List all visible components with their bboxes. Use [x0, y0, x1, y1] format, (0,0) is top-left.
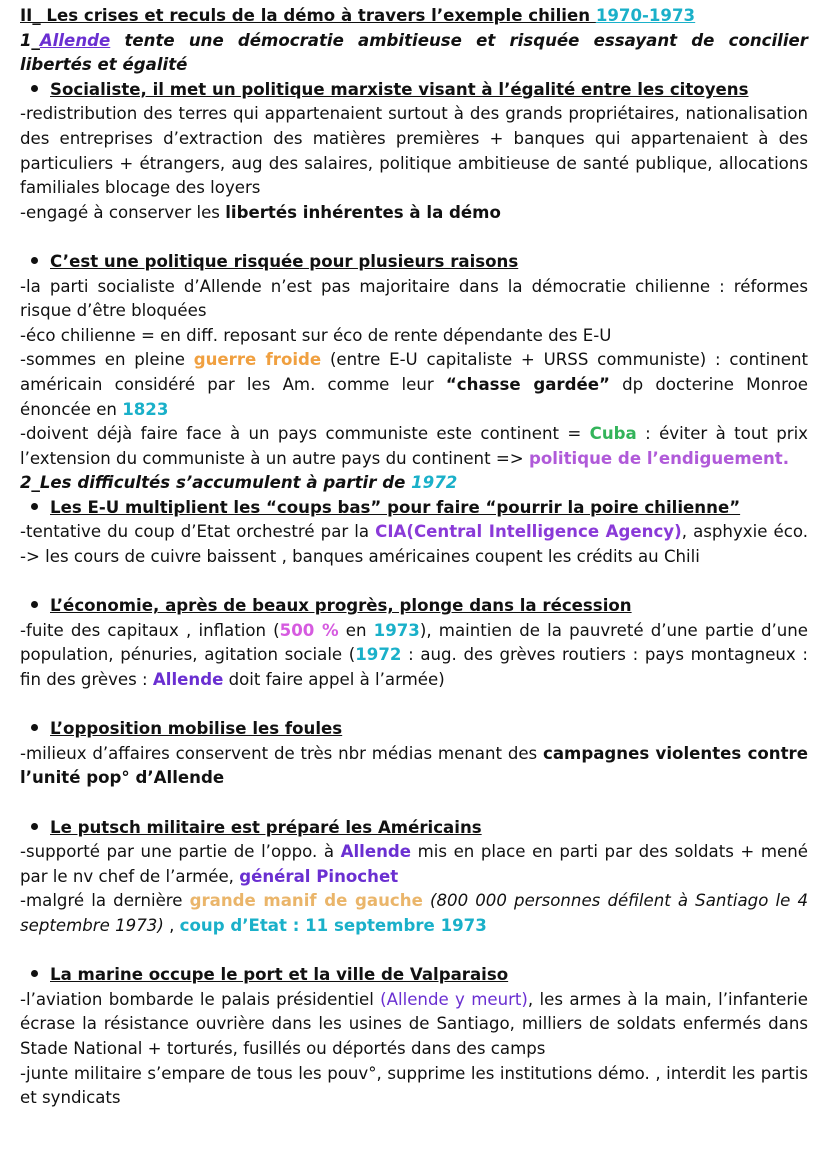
text-segment: tente une démocratie ambitieuse et risquée essayant de concilier libertés et égalité — [20, 30, 808, 75]
highlighted-text: grande manif de gauche — [189, 891, 423, 911]
text-segment: mis en place en parti par des soldats + mené par le nv chef de l’armée, — [20, 842, 808, 886]
text-segment: dp docterine Monroe énoncée en — [20, 374, 808, 419]
paragraph — [20, 889, 808, 938]
paragraph — [20, 520, 808, 569]
paragraph — [20, 348, 808, 422]
bullet-heading — [20, 594, 808, 619]
paragraph — [20, 422, 808, 471]
text-segment: ), maintien de la pauvreté d’une partie d’une population, pénuries, agitation sociale ( — [20, 620, 808, 665]
highlighted-text: 1972 — [411, 473, 458, 493]
spacer — [20, 570, 808, 595]
paragraph — [20, 619, 808, 693]
text-segment: -la parti socialiste d’Allende n’est pas majoritaire dans la démocratie chilienne : réformes risque d’être bloquées — [20, 276, 808, 321]
text-segment: , les armes à la main, l’infanterie écrase la résistance ouvrière dans les usines de Santiago, milliers de soldats enfermés dans Stade National + torturés, fusillés ou déportés dans des camps — [20, 989, 808, 1058]
bullet-dot-icon — [31, 503, 38, 510]
subsection-heading — [20, 29, 808, 78]
text-segment: -malgré la dernière — [20, 891, 190, 911]
document-page — [20, 4, 808, 1111]
highlighted-text: guerre froide — [193, 350, 322, 370]
text-segment: L’économie, après de beaux progrès, plonge dans la récession — [50, 596, 632, 616]
text-segment: libertés inhérentes à la démo — [225, 202, 501, 222]
text-segment: Socialiste, il met un politique marxiste visant à l’égalité entre les citoyens — [50, 79, 749, 99]
text-segment: : aug. des grèves routiers : pays montagneux : fin des grèves : — [20, 645, 808, 690]
paragraph — [20, 988, 808, 1062]
bullet-heading — [20, 250, 808, 275]
section-title — [20, 4, 808, 29]
spacer — [20, 693, 808, 718]
text-segment: II_ Les crises et reculs de la démo à travers l’exemple chilien — [20, 6, 596, 25]
text-segment: : éviter à tout prix l’extension du communiste à un autre pays du continent => — [20, 424, 809, 468]
text-segment: en — [338, 620, 374, 640]
text-segment: -redistribution des terres qui appartenaient surtout à des grands propriétaires, nationalisation des entreprises d’extraction des matières premières + banques qui appartenaient à des particuliers + étrangers, aug des salaires, politique ambitieuse de santé publique, allocations familiales blocage des loyers — [20, 104, 808, 198]
text-segment: 1_ — [20, 30, 40, 50]
paragraph — [20, 324, 808, 349]
text-segment: campagnes violentes contre l’unité pop° d’Allende — [20, 743, 808, 788]
text-segment: -junte militaire s’empare de tous les pouv°, supprime les institutions démo. , interdit les partis et syndicats — [20, 1063, 808, 1108]
bullet-dot-icon — [31, 257, 38, 264]
text-segment: -tentative du coup d’Etat orchestré par la — [20, 522, 376, 542]
text-segment: -milieux d’affaires conservent de très nbr médias menant des — [20, 743, 544, 763]
bullet-dot-icon — [31, 85, 38, 92]
highlighted-text: Allende — [340, 842, 412, 862]
paragraph — [20, 742, 808, 791]
paragraph — [20, 102, 808, 200]
bullet-dot-icon — [31, 724, 38, 731]
bullet-dot-icon — [31, 601, 38, 608]
highlighted-text: 500 % — [279, 620, 339, 640]
bullet-heading — [20, 78, 808, 103]
bullet-heading — [20, 816, 808, 841]
text-segment: C’est une politique risquée pour plusieurs raisons — [50, 251, 519, 271]
highlighted-text: Allende — [39, 30, 111, 50]
highlighted-text: (Allende y meurt) — [380, 989, 528, 1009]
text-segment: doit faire appel à l’armée) — [223, 670, 445, 690]
highlighted-text: Cuba — [589, 424, 637, 444]
text-segment: -doivent déjà faire face à un pays communiste este continent = — [20, 424, 590, 444]
text-segment: -l’aviation bombarde le palais présidentiel — [20, 989, 381, 1009]
paragraph — [20, 840, 808, 889]
bullet-dot-icon — [31, 970, 38, 977]
bullet-heading — [20, 496, 808, 521]
text-segment: -sommes en pleine — [20, 350, 194, 370]
text-segment: La marine occupe le port et la ville de Valparaiso — [50, 965, 509, 985]
text-segment: , asphyxie éco. -> les cours de cuivre baissent , banques américaines coupent les crédits au Chili — [20, 522, 808, 567]
bullet-dot-icon — [31, 823, 38, 830]
text-segment: “chasse gardée” — [445, 374, 610, 394]
subsection-heading — [20, 471, 808, 496]
text-segment: (entre E-U capitaliste + URSS communiste) : continent américain considéré par les Am. comme leur — [20, 350, 808, 394]
highlighted-text: coup d’Etat : 11 septembre 1973 — [179, 915, 487, 935]
highlighted-text: 1972 — [355, 645, 402, 665]
text-segment: L’opposition mobilise les foules — [50, 719, 343, 739]
bullet-heading — [20, 963, 808, 988]
highlighted-text: Allende — [152, 670, 224, 690]
highlighted-text: 1973 — [373, 620, 420, 640]
paragraph — [20, 1062, 808, 1111]
paragraph — [20, 201, 808, 226]
text-segment: -éco chilienne = en diff. reposant sur éco de rente dépendante des E-U — [20, 325, 612, 345]
highlighted-text: 1823 — [122, 399, 169, 419]
text-segment: Les E-U multiplient les “coups bas” pour faire “pourrir la poire chilienne” — [50, 497, 741, 517]
paragraph — [20, 275, 808, 324]
spacer — [20, 939, 808, 964]
text-segment: , — [163, 915, 180, 935]
highlighted-text: politique de l’endiguement. — [528, 448, 790, 468]
text-segment: (800 000 personnes défilent à Santiago le 4 septembre 1973) — [20, 891, 809, 935]
text-segment: -fuite des capitaux , inflation ( — [20, 620, 280, 640]
text-segment: -engagé à conserver les — [20, 202, 226, 222]
text-segment: Le putsch militaire est préparé les Américains — [50, 817, 482, 837]
bullet-heading — [20, 717, 808, 742]
text-segment: -supporté par une partie de l’oppo. à — [20, 842, 341, 862]
highlighted-text: CIA(Central Intelligence Agency) — [375, 522, 682, 542]
highlighted-text: 1970-1973 — [595, 6, 696, 25]
text-segment: 2_Les difficultés s’accumulent à partir de — [20, 473, 412, 493]
highlighted-text: général Pinochet — [239, 866, 399, 886]
spacer — [20, 791, 808, 816]
spacer — [20, 225, 808, 250]
